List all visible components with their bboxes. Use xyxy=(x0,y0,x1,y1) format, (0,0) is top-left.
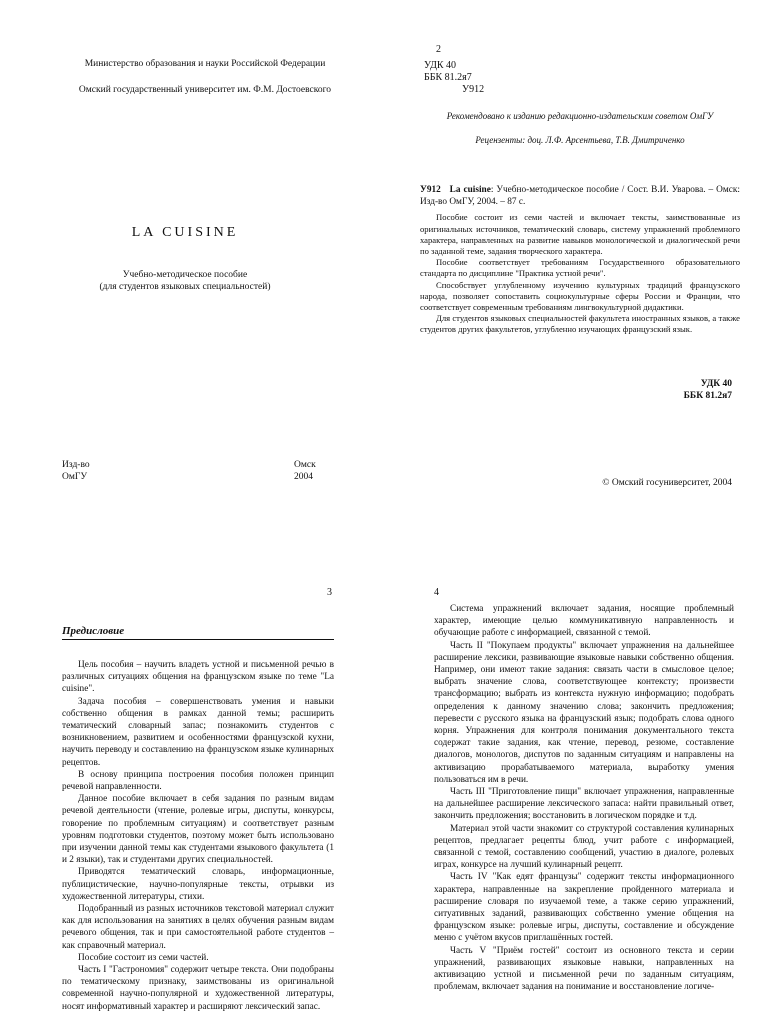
bbk-code: ББК 81.2я7 xyxy=(424,72,472,83)
paragraph: Часть I "Гастрономия" содержит четыре текста. Они подобраны по тематическому признаку, заимствованы из оригинальной современной научно-популярной и художественной литературы, носят информативный характер и расширяют лексический запас. xyxy=(62,965,334,1012)
preface-heading: Предисловие xyxy=(62,625,334,640)
publisher-line1: Изд-во xyxy=(62,460,90,470)
abstract-paragraph: Для студентов языковых специальностей факультета иностранных языков, а также студентов других факультетов, углубленно изучающих французский язык. xyxy=(420,313,740,335)
paragraph: Система упражнений включает задания, носящие проблемный характер, имеющие целью коммуникативную направленность и обучающие работе с информацией, связанной с темой. xyxy=(434,604,734,639)
author-code: У912 xyxy=(462,84,485,95)
page-number: 3 xyxy=(327,587,332,598)
imprint-page xyxy=(420,40,740,510)
book-title: LA CUISINE xyxy=(131,225,239,240)
paragraph: Данное пособие включает в себя задания по разным видам речевой деятельности (чтение, ролевые игры, диспуты, конкурсы, говорение по проблемным ситуациям) и соответствует разным уровням подготовки студентов, поэтому может быть использовано при изучении данной темы как студентами языкового факультета (1 и 2 языки), так и студентами других специальностей. xyxy=(62,794,334,866)
paragraph: Пособие состоит из семи частей. xyxy=(78,952,209,963)
book-subtitle: Учебно-методическое пособие xyxy=(122,270,248,280)
paragraph: Часть V "Приём гостей" состоит из основного текста и серии упражнений, развивающих языковые навыки, направленных на активизацию устной и письменной речи по заданным ситуациям, проблемам, включает задания на понимание и восстановление логиче- xyxy=(434,945,734,993)
paragraph: Часть III "Приготовление пищи" включает упражнения, направленные на дальнейшее расширение лексического запаса: найти правильный ответ, закончить предложения; восстановить в логическом порядке и т.д. xyxy=(434,787,734,822)
university-line: Омский государственный университет им. Ф.М. Достоевского xyxy=(78,85,332,95)
paragraph: Подобранный из разных источников текстовой материал служит как для использования на занятиях в целях обучения разным видам речевого общения, так и при самостоятельной работе студентов – как справочный материал. xyxy=(62,904,334,951)
recommendation: Рекомендовано к изданию редакционно-издательским советом ОмГУ xyxy=(446,111,714,121)
paragraph: В основу принципа построения пособия положен принцип речевой направленности. xyxy=(62,769,334,793)
preface-page xyxy=(40,585,370,1024)
paragraph: Часть II "Покупаем продукты" включает упражнения на дальнейшее расширение лексики, развивающие языковые навыки собственно общения. Например, они имеют такие задания: связать части в смысловое целое; выбрать значение слова, соответствующее контексту; произвести трансформацию; выбрать из контекста нужную информацию; подобрать определения к данному значению слова; закончить предложения; перевести с русского языка на французский язык; подобрать слова одного корня. Упражнения для контроля понимания документального текста содержат такие задания, как чтение, перевод, резюме, составление диалогов, монологов, диспутов по заданным ситуациям и направлены на активизацию прорабатываемого материала, выработку умения пользоваться им в речи. xyxy=(434,640,734,785)
publisher-line2: ОмГУ xyxy=(62,472,88,482)
paragraph: Часть IV "Как едят французы" содержит тексты информационного характера, направленные на закрепление пройденного материала и расширение словаря по изучаемой теме, а также серию упражнений, ситуативных заданий, развивающих собственно умение общения на французском языке: ролевые игры, диспуты, составление и обсуждение меню с учётом вкусов приглашённых гостей. xyxy=(434,872,734,944)
paragraph: Материал этой части знакомит со структурой составления кулинарных рецептов, предлагает рецепты блюд, учит работе с информацией, связанной с темой, составлению сообщений, участию в диалоге, ролевых играх, конкурсе на лучший кулинарный рецепт. xyxy=(434,823,734,871)
preface-text xyxy=(62,659,334,1013)
content-text xyxy=(434,603,734,994)
ministry-line: Министерство образования и науки Российской Федерации xyxy=(84,59,326,69)
udk-code: УДК 40 xyxy=(424,60,457,71)
entry-description: : Учебно-методическое пособие / Сост. В.И. Уварова. – Омск: Изд-во ОмГУ, 2004. – 87 с. xyxy=(420,185,740,208)
reviewers-names: доц. Л.Ф. Арсентьева, Т.В. Дмитриченко xyxy=(527,135,685,145)
title-page xyxy=(40,40,370,510)
abstract-paragraph: Пособие состоит из семи частей и включает тексты, заимствованные из оригинальных источников, тематический словарь, систему упражнений проблемного характера, направленных на развитие навыков монологической и диалогической речи по заданной теме, задания творческого характера. xyxy=(420,212,740,257)
copyright: © Омский госуниверситет, 2004 xyxy=(602,478,732,488)
city: Омск xyxy=(294,460,316,470)
abstract-paragraph: Способствует углубленному изучению культурных традиций французского народа, позволяет сопоставить социокультурные сферы России и Франции, что соответствует современным требованиям лингвокультурной дидактики. xyxy=(420,279,740,313)
paragraph: Приводятся тематический словарь, информационные, публицистические, научно-популярные тексты, отрывки из художественной литературы, стихи. xyxy=(62,867,334,902)
bbk-bottom: ББК 81.2я7 xyxy=(683,391,732,401)
reviewers xyxy=(420,134,740,146)
year: 2004 xyxy=(294,472,313,482)
paragraph: Задача пособия – совершенствовать умения и навыки собственно общения в рамках данной темы; расширить тематический словарный запас; познакомить студентов с возникновением, развитием и особенностями французской кухни, научить переводу и составлению на французском языке кулинарных рецептов. xyxy=(62,696,334,768)
page-number: 2 xyxy=(436,44,441,55)
bibliographic-entry xyxy=(420,184,740,336)
entry-code: У912 xyxy=(420,185,441,195)
reviewers-label: Рецензенты: xyxy=(475,135,526,145)
book-audience: (для студентов языковых специальностей) xyxy=(99,282,271,292)
page-number: 4 xyxy=(434,587,439,598)
entry-header xyxy=(420,184,740,208)
udk-bottom: УДК 40 xyxy=(700,379,732,389)
content-page xyxy=(420,585,740,1024)
paragraph: Цель пособия – научить владеть устной и письменной речью в различных ситуациях общения на французском языке по теме "La cuisine". xyxy=(62,660,334,695)
abstract-paragraph: Пособие соответствует требованиям Государственного образовательного стандарта по дисциплине "Практика устной речи". xyxy=(420,257,740,279)
entry-title: La cuisine xyxy=(449,185,491,195)
